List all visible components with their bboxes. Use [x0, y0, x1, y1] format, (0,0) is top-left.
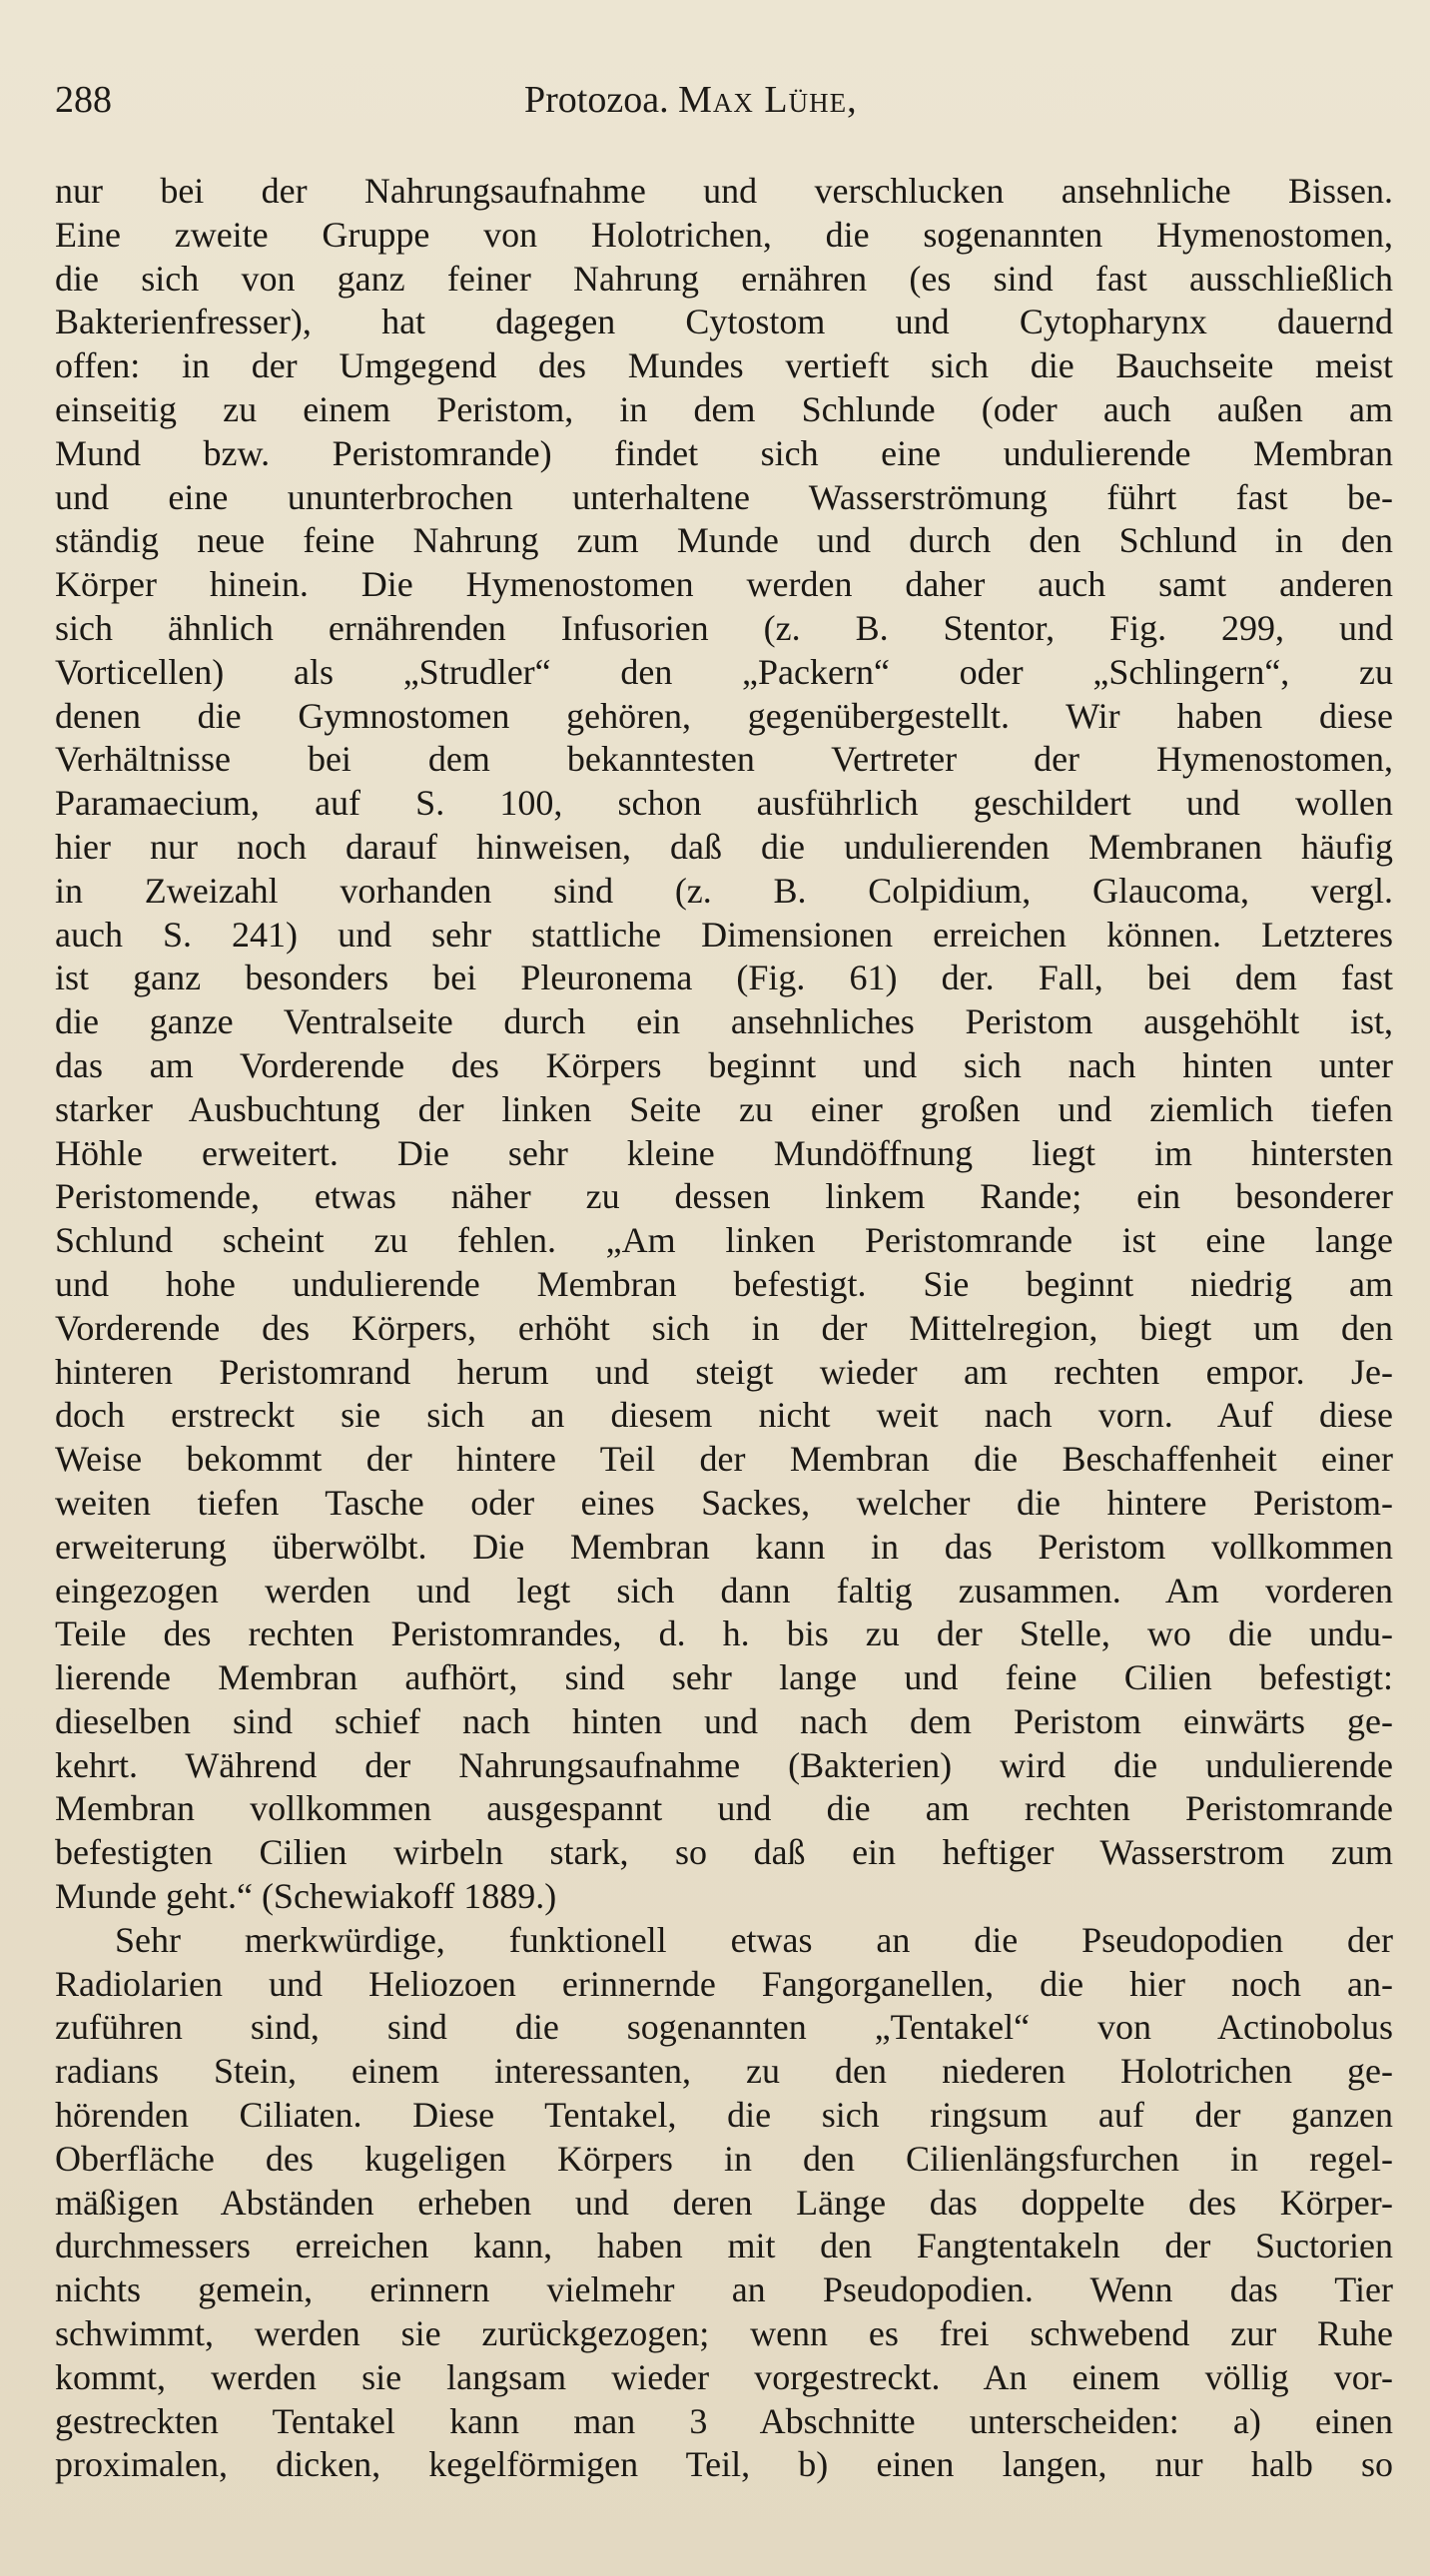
text-line: Verhältnisse bei dem bekanntesten Vertreter der Hymenostomen,	[55, 739, 1393, 780]
text-line: die ganze Ventralseite durch ein ansehnliches Peristom ausgehöhlt ist,	[55, 1001, 1393, 1042]
text-line: Peristomende, etwas näher zu dessen linkem Rande; ein besonderer	[55, 1176, 1393, 1217]
text-line: mäßigen Abständen erheben und deren Länge das doppelte des Körper-	[55, 2182, 1393, 2223]
text-line: Weise bekommt der hintere Teil der Membran die Beschaffenheit einer	[55, 1439, 1393, 1480]
text-line: und eine ununterbrochen unterhaltene Wasserströmung führt fast be-	[55, 476, 1393, 517]
text-line: dieselben sind schief nach hinten und nach dem Peristom einwärts ge-	[55, 1700, 1393, 1741]
text-line: nichts gemein, erinnern vielmehr an Pseudopodien. Wenn das Tier	[55, 2269, 1393, 2310]
text-line: ist ganz besonders bei Pleuronema (Fig. 61) der. Fall, bei dem fast	[55, 958, 1393, 998]
text-line: Membran vollkommen ausgespannt und die am rechten Peristomrande	[55, 1788, 1393, 1829]
text-line: eingezogen werden und legt sich dann faltig zusammen. Am vorderen	[55, 1570, 1393, 1610]
text-line: hörenden Ciliaten. Diese Tentakel, die sich ringsum auf der ganzen	[55, 2095, 1393, 2136]
text-line: Oberfläche des kugeligen Körpers in den Cilienlängsfurchen in regel-	[55, 2138, 1393, 2179]
text-line: lierende Membran aufhört, sind sehr lange und feine Cilien befestigt:	[55, 1657, 1393, 1698]
text-line: Munde geht.“ (Schewiakoff 1889.)	[55, 1876, 557, 1917]
text-line: hier nur noch darauf hinweisen, daß die undulierenden Membranen häufig	[55, 826, 1393, 867]
text-line: weiten tiefen Tasche oder eines Sackes, welcher die hintere Peristom-	[55, 1482, 1393, 1523]
text-line: schwimmt, werden sie zurückgezogen; wenn es frei schwebend zur Ruhe	[55, 2313, 1393, 2354]
text-line: auch S. 241) und sehr stattliche Dimensionen erreichen können. Letzteres	[55, 914, 1393, 955]
page-header	[55, 78, 1393, 128]
author-name: Max Lühe,	[678, 79, 858, 121]
text-line: zuführen sind, sind die sogenannten „Tentakel“ von Actinobolus	[55, 2007, 1393, 2048]
text-line: gestreckten Tentakel kann man 3 Abschnitte unterscheiden: a) einen	[55, 2400, 1393, 2441]
body-text	[55, 170, 1393, 2487]
running-head	[524, 78, 858, 122]
text-line: Paramaecium, auf S. 100, schon ausführlich geschildert und wollen	[55, 783, 1393, 824]
text-line: Vorticellen) als „Strudler“ den „Packern“ oder „Schlingern“, zu	[55, 651, 1393, 692]
text-line: in Zweizahl vorhanden sind (z. B. Colpidium, Glaucoma, vergl.	[55, 870, 1393, 911]
text-line: Mund bzw. Peristomrande) findet sich eine undulierende Membran	[55, 432, 1393, 473]
text-line: radians Stein, einem interessanten, zu den niederen Holotrichen ge-	[55, 2051, 1393, 2092]
text-line: ständig neue feine Nahrung zum Munde und durch den Schlund in den	[55, 520, 1393, 561]
text-line: Teile des rechten Peristomrandes, d. h. bis zu der Stelle, wo die undu-	[55, 1613, 1393, 1654]
text-line: doch erstreckt sie sich an diesem nicht weit nach vorn. Auf diese	[55, 1395, 1393, 1436]
text-line: Höhle erweitert. Die sehr kleine Mundöffnung liegt im hintersten	[55, 1132, 1393, 1173]
running-title: Protozoa.	[524, 79, 669, 121]
text-line: Schlund scheint zu fehlen. „Am linken Peristomrande ist eine lange	[55, 1220, 1393, 1261]
text-line: kehrt. Während der Nahrungsaufnahme (Bakterien) wird die undulierende	[55, 1744, 1393, 1785]
text-line: sich ähnlich ernährenden Infusorien (z. B. Stentor, Fig. 299, und	[55, 607, 1393, 648]
text-line: offen: in der Umgegend des Mundes vertieft sich die Bauchseite meist	[55, 345, 1393, 386]
text-line: Radiolarien und Heliozoen erinnernde Fangorganellen, die hier noch an-	[55, 1963, 1393, 2004]
text-line: Eine zweite Gruppe von Holotrichen, die sogenannten Hymenostomen,	[55, 214, 1393, 255]
text-line: nur bei der Nahrungsaufnahme und verschlucken ansehnliche Bissen.	[55, 171, 1393, 211]
text-line: starker Ausbuchtung der linken Seite zu einer großen und ziemlich tiefen	[55, 1088, 1393, 1129]
text-line: proximalen, dicken, kegelförmigen Teil, b) einen langen, nur halb so	[55, 2444, 1393, 2485]
page-number: 288	[55, 79, 112, 121]
text-line: Sehr merkwürdige, funktionell etwas an die Pseudopodien der	[115, 1919, 1393, 1960]
text-line: kommt, werden sie langsam wieder vorgestreckt. An einem völlig vor-	[55, 2356, 1393, 2397]
text-line: einseitig zu einem Peristom, in dem Schlunde (oder auch außen am	[55, 388, 1393, 429]
text-line: hinteren Peristomrand herum und steigt wieder am rechten empor. Je-	[55, 1351, 1393, 1392]
text-line: befestigten Cilien wirbeln stark, so daß ein heftiger Wasserstrom zum	[55, 1832, 1393, 1873]
text-line: das am Vorderende des Körpers beginnt und sich nach hinten unter	[55, 1044, 1393, 1085]
text-line: Vorderende des Körpers, erhöht sich in der Mittelregion, biegt um den	[55, 1307, 1393, 1348]
text-line: und hohe undulierende Membran befestigt. Sie beginnt niedrig am	[55, 1263, 1393, 1304]
text-line: Bakterienfresser), hat dagegen Cytostom und Cytopharynx dauernd	[55, 302, 1393, 342]
text-line: erweiterung überwölbt. Die Membran kann in das Peristom vollkommen	[55, 1526, 1393, 1567]
text-line: Körper hinein. Die Hymenostomen werden daher auch samt anderen	[55, 564, 1393, 605]
text-line: die sich von ganz feiner Nahrung ernähren (es sind fast ausschließlich	[55, 258, 1393, 299]
text-line: durchmessers erreichen kann, haben mit den Fangtentakeln der Suctorien	[55, 2226, 1393, 2266]
text-line: denen die Gymnostomen gehören, gegenübergestellt. Wir haben diese	[55, 695, 1393, 736]
